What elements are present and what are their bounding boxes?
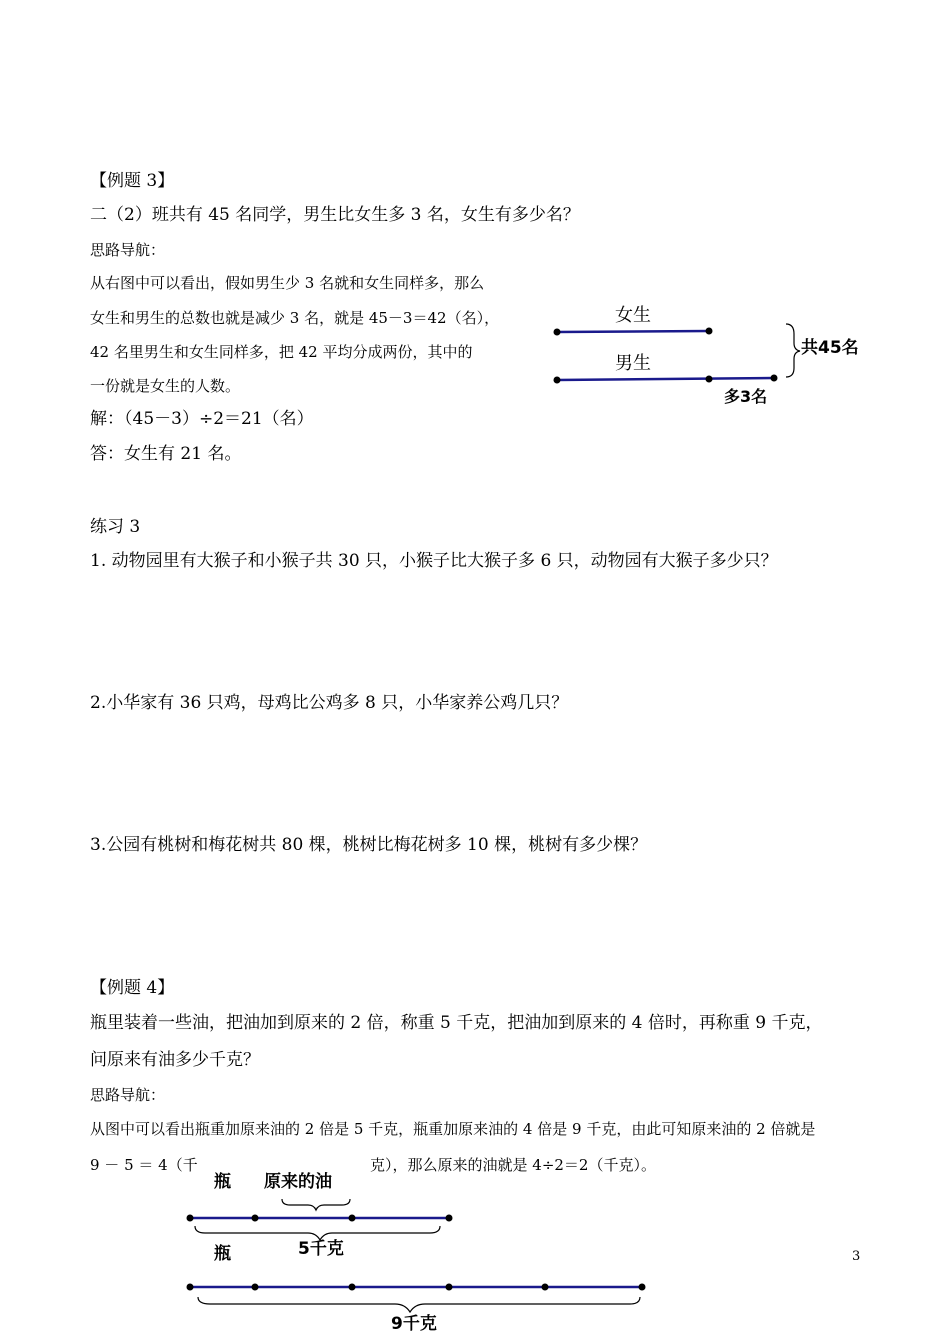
9kg-label: 9千克 <box>391 1314 437 1334</box>
weighing-2-point <box>187 1284 194 1291</box>
example3-problem: 二（2）班共有 45 名同学，男生比女生多 3 名，女生有多少名？ <box>90 205 580 225</box>
5kg-brace <box>195 1226 440 1240</box>
weighing-2-point <box>349 1284 356 1291</box>
example3-guide-line-2: 女生和男生的总数也就是减少 3 名，就是 45－3＝42（名）， <box>90 309 500 327</box>
original-oil-label: 原来的油 <box>264 1172 332 1192</box>
example4-problem-line-1: 瓶里装着一些油，把油加到原来的 2 倍，称重 5 千克，把油加到原来的 4 倍时，再称重 9 千克， <box>90 1013 823 1033</box>
weighing-2-point <box>639 1284 646 1291</box>
more-3-label: 多3名 <box>724 387 768 406</box>
example4-guide-line-2b: 克），那么原来的油就是 4÷2＝2（千克）。 <box>370 1156 656 1174</box>
9kg-brace <box>198 1297 640 1312</box>
example3-guide-line-3: 42 名里男生和女生同样多，把 42 平均分成两份，其中的 <box>90 343 473 361</box>
weighing-2-point <box>252 1284 259 1291</box>
example3-answer: 答：女生有 21 名。 <box>90 444 242 464</box>
weighing-2-point <box>446 1284 453 1291</box>
weighing-1-point <box>446 1215 453 1222</box>
weighing-1-point <box>187 1215 194 1222</box>
example4-guide-line-1: 从图中可以看出瓶重加原来油的 2 倍是 5 千克，瓶重加原来油的 4 倍是 9 千克，由此可知原来油的 2 倍就是 <box>90 1120 816 1138</box>
exercise3-heading: 练习 3 <box>90 517 141 537</box>
boys-label: 男生 <box>615 353 651 374</box>
exercise3-question-3: 3.公园有桃树和梅花树共 80 棵，桃树比梅花树多 10 棵，桃树有多少棵？ <box>90 835 648 855</box>
example4-problem-line-2: 问原来有油多少千克？ <box>90 1050 260 1070</box>
example3-guide-label: 思路导航： <box>90 241 166 259</box>
bottle-label-2: 瓶 <box>214 1244 231 1264</box>
page-number: 3 <box>852 1249 861 1264</box>
bottle-label-1: 瓶 <box>214 1172 231 1192</box>
example4-heading: 【例题 4】 <box>90 978 175 998</box>
exercise3-question-2: 2.小华家有 36 只鸡，母鸡比公鸡多 8 只，小华家养公鸡几只？ <box>90 693 569 713</box>
example3-guide-line-4: 一份就是女生的人数。 <box>90 377 241 395</box>
total-45-label: 共45名 <box>801 338 859 358</box>
girls-label: 女生 <box>615 305 651 326</box>
5kg-label: 5千克 <box>298 1239 344 1259</box>
weighing-2-point <box>542 1284 549 1291</box>
example4-guide-line-2a: 9 － 5 ＝ 4（千 <box>90 1156 198 1174</box>
weighing-1-point <box>252 1215 259 1222</box>
oil-brace <box>282 1199 350 1210</box>
example3-heading: 【例题 3】 <box>90 171 175 191</box>
exercise3-question-1: 1. 动物园里有大猴子和小猴子共 30 只，小猴子比大猴子多 6 只，动物园有大猴子多少只？ <box>90 551 778 571</box>
example4-guide-label: 思路导航： <box>90 1086 166 1104</box>
example3-guide-line-1: 从右图中可以看出，假如男生少 3 名就和女生同样多，那么 <box>90 274 485 292</box>
weighing-1-point <box>349 1215 356 1222</box>
example3-solution: 解：（45－3）÷2＝21（名） <box>90 409 314 429</box>
